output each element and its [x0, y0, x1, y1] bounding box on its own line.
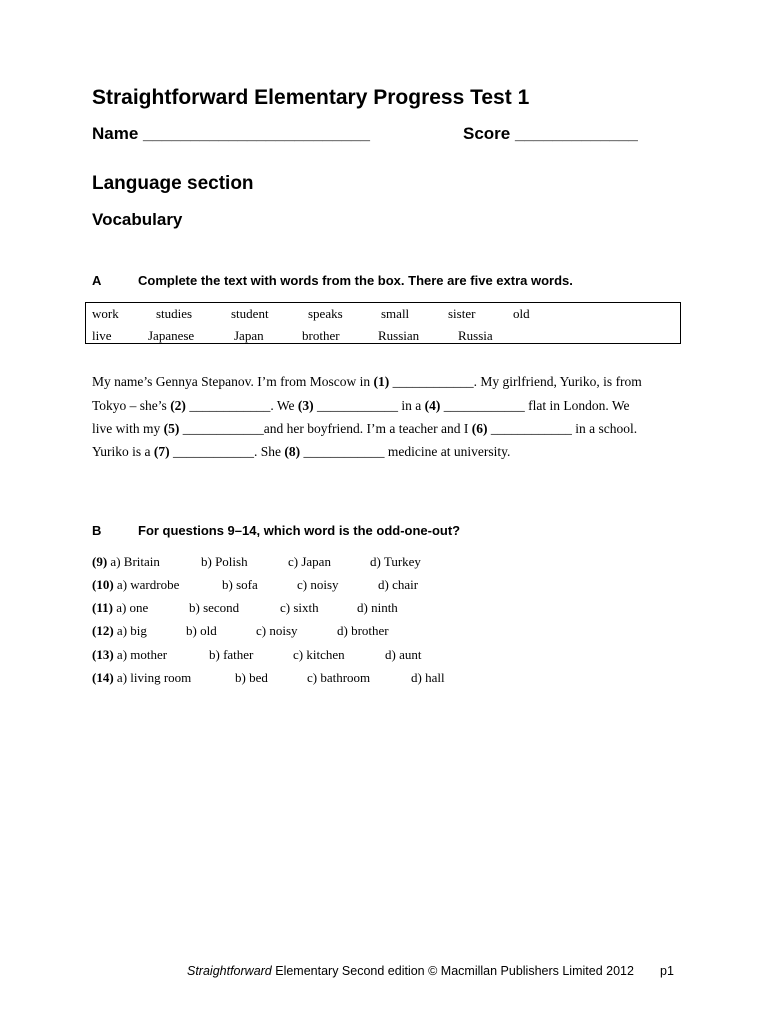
option-d: d) ninth — [357, 600, 398, 615]
box-word: work — [92, 306, 119, 321]
task-a-letter: A — [92, 273, 102, 288]
option-c: c) noisy — [297, 577, 339, 592]
page-title: Straightforward Elementary Progress Test 1 — [92, 86, 530, 109]
box-word: Japan — [234, 328, 264, 343]
passage-line-1: My name’s Gennya Stepanov. I’m from Moscow in (1) ____________. My girlfriend, Yuriko, is from — [92, 374, 642, 389]
footer-copyright: Straightforward Elementary Second edition © Macmillan Publishers Limited 2012 — [187, 964, 634, 978]
option-b: b) old — [186, 623, 217, 638]
box-word: sister — [448, 306, 476, 321]
box-word: speaks — [308, 306, 343, 321]
option-c: c) sixth — [280, 600, 319, 615]
option-b: b) bed — [235, 670, 268, 685]
task-b-instruction: For questions 9–14, which word is the odd-one-out? — [138, 523, 461, 538]
passage-line-3: live with my (5) ____________and her boyfriend. I’m a teacher and I (6) ____________ in a school. — [92, 421, 638, 436]
passage-line-4: Yuriko is a (7) ____________. She (8) ____________ medicine at university. — [92, 444, 511, 459]
passage-line-2: Tokyo – she’s (2) ____________. We (3) ____________ in a (4) ____________ flat in London. We — [92, 398, 630, 413]
option-b: b) father — [209, 647, 254, 662]
box-word: studies — [156, 306, 193, 321]
box-word: small — [381, 306, 410, 321]
question-13: (13) a) mother — [92, 647, 168, 662]
subsection-heading: Vocabulary — [92, 210, 183, 229]
task-a-instruction: Complete the text with words from the box. There are five extra words. — [138, 273, 573, 288]
option-d: d) Turkey — [370, 554, 421, 569]
box-word: Russia — [458, 328, 493, 343]
box-word: brother — [302, 328, 340, 343]
page-number: p1 — [660, 964, 674, 978]
word-box — [85, 302, 681, 344]
option-b: b) sofa — [222, 577, 258, 592]
option-d: d) hall — [411, 670, 445, 685]
option-d: d) brother — [337, 623, 389, 638]
box-word: student — [231, 306, 269, 321]
question-14: (14) a) living room — [92, 670, 192, 685]
option-b: b) second — [189, 600, 240, 615]
box-word: old — [513, 306, 530, 321]
option-c: c) noisy — [256, 623, 298, 638]
score-field-line: Score _____________ — [463, 124, 638, 143]
option-d: d) chair — [378, 577, 419, 592]
question-10: (10) a) wardrobe — [92, 577, 180, 592]
box-word: Russian — [378, 328, 420, 343]
name-field-line: Name ________________________ — [92, 124, 370, 143]
question-9: (9) a) Britain — [92, 554, 160, 569]
section-heading: Language section — [92, 173, 254, 194]
box-word: Japanese — [148, 328, 195, 343]
box-word: live — [92, 328, 112, 343]
option-d: d) aunt — [385, 647, 422, 662]
question-12: (12) a) big — [92, 623, 147, 638]
task-b-letter: B — [92, 523, 102, 538]
option-c: c) Japan — [288, 554, 331, 569]
option-c: c) bathroom — [307, 670, 371, 685]
option-b: b) Polish — [201, 554, 248, 569]
option-c: c) kitchen — [293, 647, 345, 662]
question-11: (11) a) one — [92, 600, 149, 615]
